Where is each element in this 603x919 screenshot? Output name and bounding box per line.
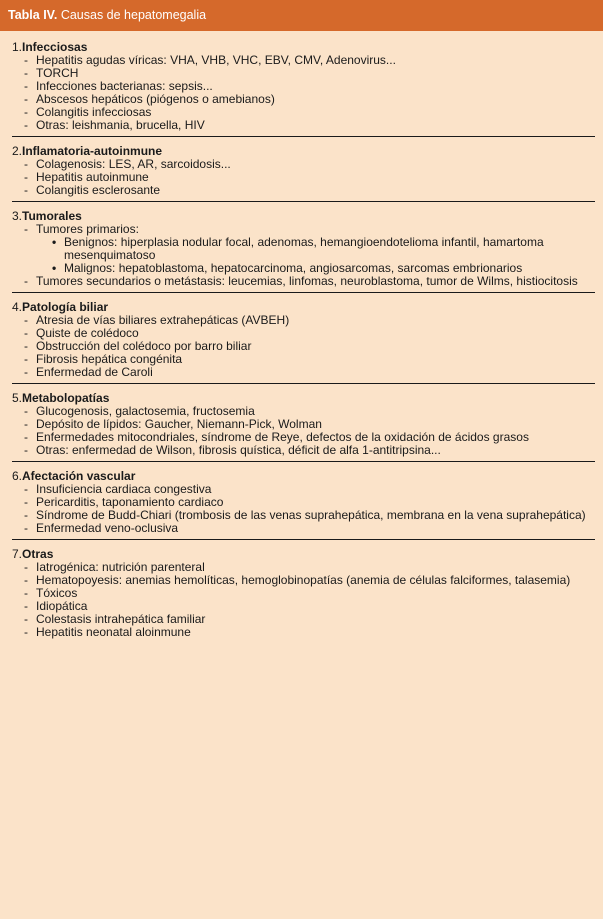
list-item: - Hepatitis agudas víricas: VHA, VHB, VHC, EBV, CMV, Adenovirus... [22, 54, 595, 67]
list-item: - Hepatitis neonatal aloinmune [22, 626, 595, 639]
section-name: Patología biliar [22, 300, 109, 314]
item-list [12, 405, 595, 457]
section-name: Otras [22, 547, 54, 561]
section-number: 6. [12, 469, 23, 483]
list-item [22, 223, 595, 275]
sub-list [36, 236, 595, 275]
list-item: - Quiste de colédoco [22, 327, 595, 340]
section-title [12, 391, 595, 405]
list-item: - Colangitis infecciosas [22, 106, 595, 119]
list-item: - Fibrosis hepática congénita [22, 353, 595, 366]
section-name: Afectación vascular [22, 469, 136, 483]
section-number: 4. [12, 300, 23, 314]
section-title [12, 300, 595, 314]
list-item: - Enfermedades mitocondriales, síndrome de Reye, defectos de la oxidación de ácidos grasos [22, 431, 595, 444]
section-name: Metabolopatías [22, 391, 110, 405]
section-infecciosas [12, 37, 595, 137]
list-item: - Infecciones bacterianas: sepsis... [22, 80, 595, 93]
sub-list-item: • Benignos: hiperplasia nodular focal, adenomas, hemangioendotelioma infantil, hamartoma mesenquimatoso [50, 236, 595, 262]
section-number: 5. [12, 391, 23, 405]
table-title: Causas de hepatomegalia [60, 8, 207, 22]
section-metabolopatias [12, 388, 595, 462]
section-name: Infecciosas [22, 40, 88, 54]
table-body [0, 31, 603, 643]
list-item: - Abscesos hepáticos (piógenos o amebianos) [22, 93, 595, 106]
list-item: - Glucogenosis, galactosemia, fructosemia [22, 405, 595, 418]
section-title [12, 40, 595, 54]
list-item: - Colestasis intrahepática familiar [22, 613, 595, 626]
list-item: - Tóxicos [22, 587, 595, 600]
table-header [0, 0, 603, 31]
item-list [12, 483, 595, 535]
list-item: - Tumores secundarios o metástasis: leucemias, linfomas, neuroblastoma, tumor de Wilms, histiocitosis [22, 275, 595, 288]
list-item: - Colangitis esclerosante [22, 184, 595, 197]
section-title [12, 469, 595, 483]
list-item: - Iatrogénica: nutrición parenteral [22, 561, 595, 574]
section-inflamatoria-autoinmune [12, 141, 595, 202]
section-title [12, 547, 595, 561]
item-list [12, 158, 595, 197]
list-item: - Hematopoyesis: anemias hemolíticas, hemoglobinopatías (anemia de células falciformes, talasemia) [22, 574, 595, 587]
list-item: - Idiopática [22, 600, 595, 613]
list-item: - Otras: leishmania, brucella, HIV [22, 119, 595, 132]
list-item: - Síndrome de Budd-Chiari (trombosis de las venas suprahepática, membrana en la vena suprahepática) [22, 509, 595, 522]
sub-list-item: • Malignos: hepatoblastoma, hepatocarcinoma, angiosarcomas, sarcomas embrionarios [50, 262, 595, 275]
section-title [12, 144, 595, 158]
section-number: 2. [12, 144, 23, 158]
section-afectacion-vascular [12, 466, 595, 540]
list-item: - Depósito de lípidos: Gaucher, Niemann-Pick, Wolman [22, 418, 595, 431]
section-number: 3. [12, 209, 23, 223]
list-item: - Enfermedad veno-oclusiva [22, 522, 595, 535]
list-item: - Insuficiencia cardiaca congestiva [22, 483, 595, 496]
list-item: - Pericarditis, taponamiento cardiaco [22, 496, 595, 509]
table-label: Tabla IV. [8, 8, 58, 22]
list-item: - Otras: enfermedad de Wilson, fibrosis quística, déficit de alfa 1-antitripsina... [22, 444, 595, 457]
section-title [12, 209, 595, 223]
section-otras [12, 544, 595, 643]
item-list [12, 54, 595, 132]
list-item: - TORCH [22, 67, 595, 80]
item-list [12, 561, 595, 639]
list-item: - Obstrucción del colédoco por barro biliar [22, 340, 595, 353]
list-item-text: Tumores primarios: [36, 222, 139, 236]
item-list [12, 314, 595, 379]
section-name: Inflamatoria-autoinmune [22, 144, 163, 158]
section-tumorales [12, 206, 595, 293]
list-item: - Atresia de vías biliares extrahepáticas (AVBEH) [22, 314, 595, 327]
list-item: - Enfermedad de Caroli [22, 366, 595, 379]
list-item: - Hepatitis autoinmune [22, 171, 595, 184]
section-number: 7. [12, 547, 23, 561]
section-name: Tumorales [22, 209, 82, 223]
list-item: - Colagenosis: LES, AR, sarcoidosis... [22, 158, 595, 171]
section-patologia-biliar [12, 297, 595, 384]
section-number: 1. [12, 40, 23, 54]
item-list [12, 223, 595, 288]
